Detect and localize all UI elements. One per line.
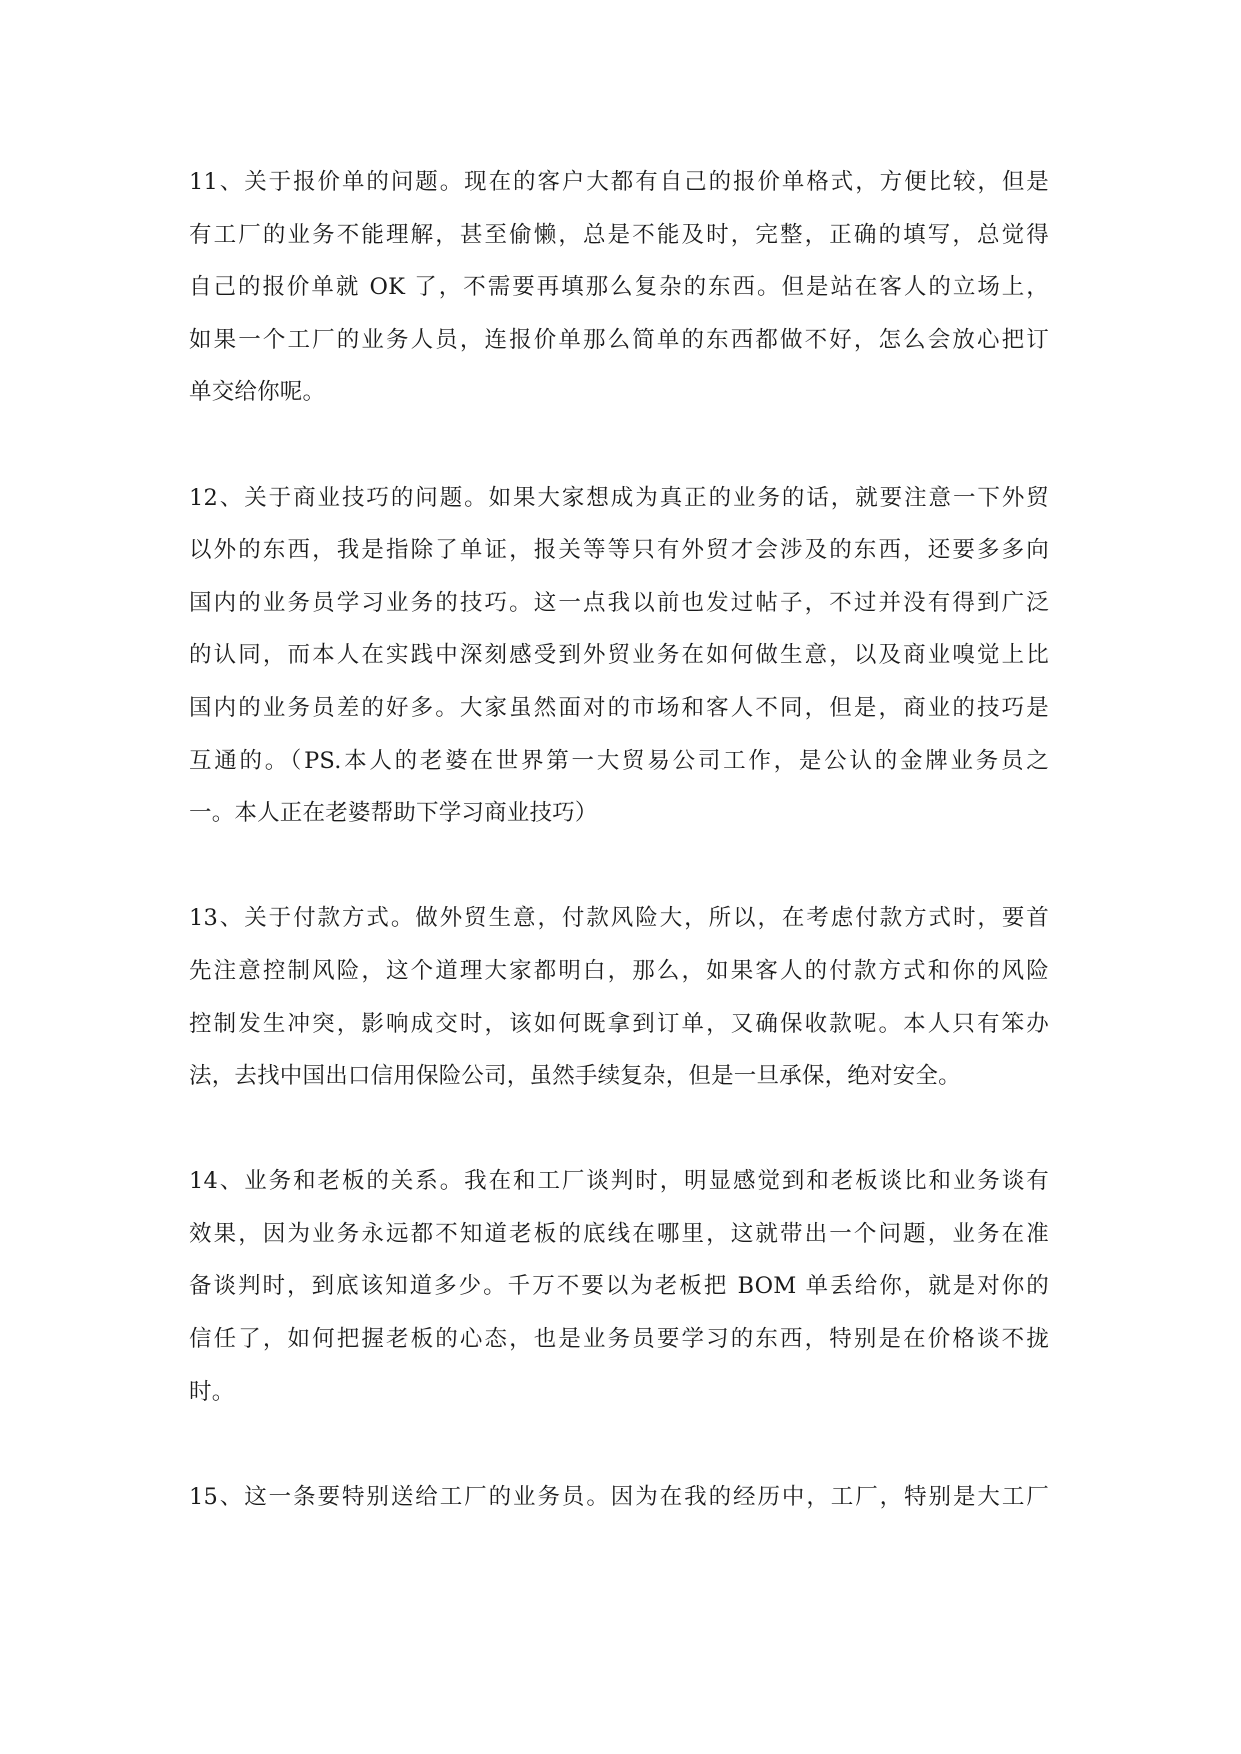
paragraph-line: 12、关于商业技巧的问题。如果大家想成为真正的业务的话，就要注意一下外贸 xyxy=(189,484,1049,511)
paragraph-line: 控制发生冲突，影响成交时，该如何既拿到订单，又确保收款呢。本人只有笨办 xyxy=(189,1010,1049,1037)
paragraph-line: 互通的。（PS.本人的老婆在世界第一大贸易公司工作，是公认的金牌业务员之 xyxy=(189,747,1049,774)
paragraph-12 xyxy=(189,472,1049,840)
paragraph-line: 一。本人正在老婆帮助下学习商业技巧） xyxy=(189,800,598,827)
paragraph-line: 国内的业务员差的好多。大家虽然面对的市场和客人不同，但是，商业的技巧是 xyxy=(189,694,1049,721)
paragraph-line: 国内的业务员学习业务的技巧。这一点我以前也发过帖子，不过并没有得到广泛 xyxy=(189,589,1049,616)
paragraph-line: 15、这一条要特别送给工厂的业务员。因为在我的经历中，工厂，特别是大工厂 xyxy=(189,1483,1049,1510)
paragraph-line: 效果，因为业务永远都不知道老板的底线在哪里，这就带出一个问题，业务在准 xyxy=(189,1220,1049,1247)
paragraph-line: 以外的东西，我是指除了单证，报关等等只有外贸才会涉及的东西，还要多多向 xyxy=(189,537,1049,564)
paragraph-line: 备谈判时，到底该知道多少。千万不要以为老板把 BOM 单丢给你，就是对你的 xyxy=(189,1273,1049,1300)
paragraph-line: 如果一个工厂的业务人员，连报价单那么简单的东西都做不好，怎么会放心把订 xyxy=(189,326,1049,353)
paragraph-spacer xyxy=(189,419,1049,472)
paragraph-spacer xyxy=(189,1103,1049,1156)
paragraph-15 xyxy=(189,1471,1049,1524)
paragraph-line: 的认同，而本人在实践中深刻感受到外贸业务在如何做生意，以及商业嗅觉上比 xyxy=(189,642,1049,669)
paragraph-line: 自己的报价单就 OK 了，不需要再填那么复杂的东西。但是站在客人的立场上， xyxy=(189,274,1049,301)
document-body xyxy=(189,156,1049,1523)
paragraph-line: 14、业务和老板的关系。我在和工厂谈判时，明显感觉到和老板谈比和业务谈有 xyxy=(189,1168,1049,1195)
paragraph-11 xyxy=(189,156,1049,419)
paragraph-spacer xyxy=(189,1418,1049,1471)
paragraph-line: 11、关于报价单的问题。现在的客户大都有自己的报价单格式，方便比较，但是 xyxy=(189,169,1049,195)
paragraph-line: 信任了，如何把握老板的心态，也是业务员要学习的东西，特别是在价格谈不拢 xyxy=(189,1326,1049,1353)
paragraph-14 xyxy=(189,1155,1049,1418)
paragraph-line: 单交给你呢。 xyxy=(189,379,326,406)
paragraph-line: 先注意控制风险，这个道理大家都明白，那么，如果客人的付款方式和你的风险 xyxy=(189,957,1049,984)
paragraph-line: 有工厂的业务不能理解，甚至偷懒，总是不能及时，完整，正确的填写，总觉得 xyxy=(189,221,1049,248)
paragraph-line: 法，去找中国出口信用保险公司，虽然手续复杂，但是一旦承保，绝对安全。 xyxy=(189,1063,961,1090)
paragraph-spacer xyxy=(189,840,1049,893)
paragraph-13 xyxy=(189,892,1049,1102)
paragraph-line: 13、关于付款方式。做外贸生意，付款风险大，所以，在考虑付款方式时，要首 xyxy=(189,905,1049,932)
paragraph-line: 时。 xyxy=(189,1378,235,1405)
